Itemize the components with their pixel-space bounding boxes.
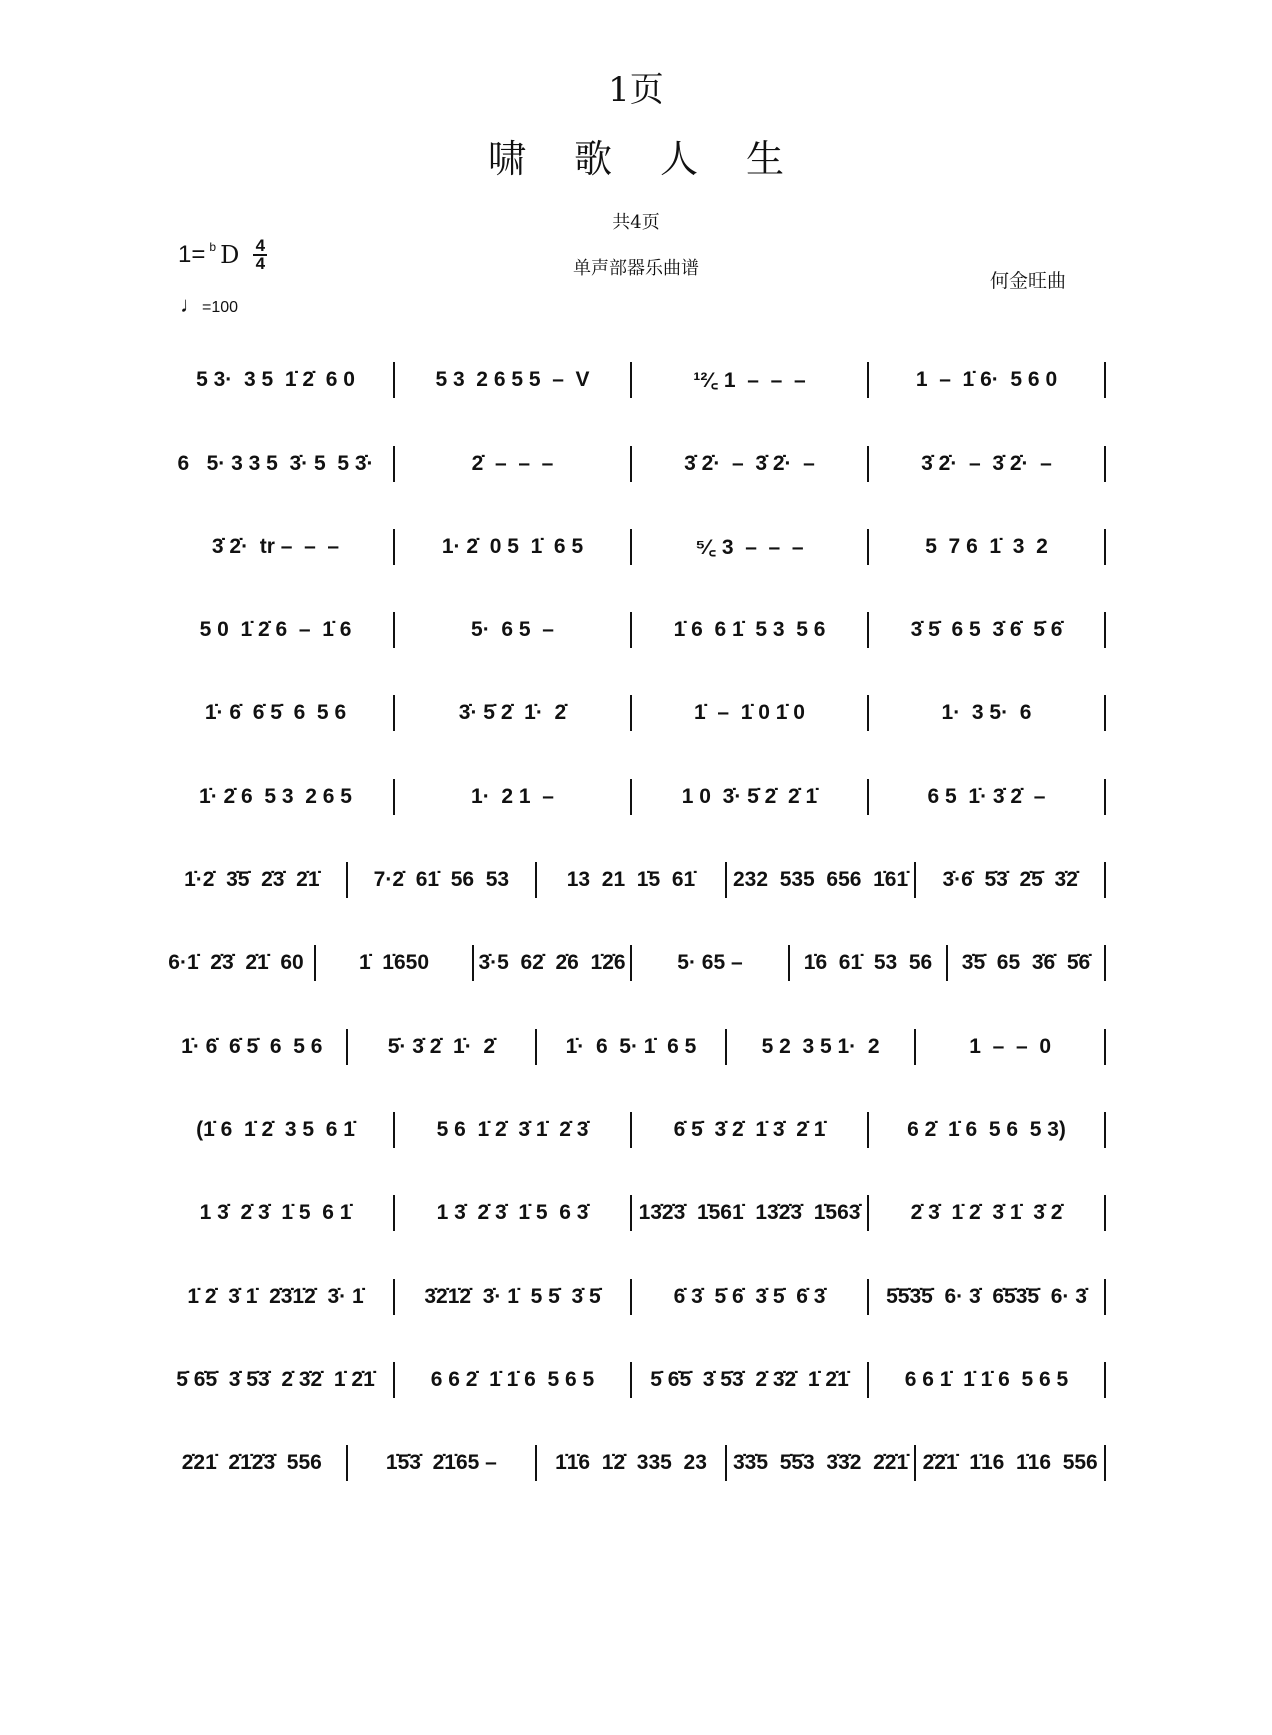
score-line xyxy=(158,693,1106,733)
measure: 5· 65 – xyxy=(677,951,743,974)
measure: 1 3̇ 2̇ 3̇ 1̇ 5 6 1̇ xyxy=(199,1201,352,1224)
measure: 13̇2̇3̇ 1̇561̇ 13̇2̇3̇ 1̇563̇ xyxy=(638,1201,861,1224)
measure: 3̇ 5̇ 6 5 3̇ 6̇ 5̇ 6̇ xyxy=(910,618,1063,641)
bar-line xyxy=(1104,529,1106,565)
measure: 1̇· 6 5· 1̇ 6 5 xyxy=(565,1035,697,1058)
measure: 3̇ 2̇· – 3̇ 2̇· – xyxy=(684,452,815,475)
score-line xyxy=(158,1193,1106,1233)
time-sig-top: 4 xyxy=(255,236,266,255)
score-line xyxy=(158,777,1106,817)
measure: 3̇ 2̇· – 3̇ 2̇· – xyxy=(921,452,1052,475)
score-line xyxy=(158,527,1106,567)
total-pages: 共4页 xyxy=(612,212,660,233)
measure: 1̇ – 1̇ 0 1̇ 0 xyxy=(694,701,805,724)
measure: 3̇·6̇ 5̇3̇ 2̇5̇ 3̇2̇ xyxy=(942,868,1078,891)
score-line xyxy=(158,943,1106,983)
measure: (1̇ 6 1̇ 2̇ 3 5 6 1̇ xyxy=(196,1118,355,1141)
score-line xyxy=(158,610,1106,650)
flat-icon: b xyxy=(209,240,217,254)
measure: 5 6 1̇ 2̇ 3̇ 1̇ 2̇ 3̇ xyxy=(436,1118,589,1141)
measure: 1 – 1̇ 6· 5 6 0 xyxy=(915,368,1058,391)
measure: 2̇2̇1̇ 1̇16 1̇16 556 xyxy=(922,1451,1098,1474)
bar-line xyxy=(1104,446,1106,482)
bar-line xyxy=(1104,1112,1106,1148)
bar-line xyxy=(1104,362,1106,398)
measure: 6·1̇ 2̇3̇ 2̇1̇ 60 xyxy=(168,951,304,974)
key-note: D xyxy=(220,241,240,269)
measure: 5̇· 3̇ 2̇ 1̇· 2̇ xyxy=(387,1035,496,1058)
measure: 1· 2 1 – xyxy=(471,785,554,808)
measure: 1 3̇ 2̇ 3̇ 1̇ 5 6 3̇ xyxy=(436,1201,589,1224)
bar-line xyxy=(1104,1445,1106,1481)
time-signature xyxy=(253,238,267,272)
score-line xyxy=(158,360,1106,400)
measure: 5 2 3 5 1· 2 xyxy=(761,1035,880,1058)
measure: 7·2̇ 61̇ 56 53 xyxy=(373,868,510,891)
quarter-note-icon: ♩ xyxy=(180,292,202,317)
page-title: 啸歌人生 xyxy=(487,137,832,181)
bar-line xyxy=(1104,862,1106,898)
measure: 1̇· 6̇ 6̇ 5̇ 6 5 6 xyxy=(181,1035,323,1058)
measure: 3̇5̇ 65 3̇6̇ 5̇6̇ xyxy=(961,951,1091,974)
time-sig-bottom: 4 xyxy=(255,254,266,273)
measure: 6 6 2̇ 1̇ 1̇ 6 5 6 5 xyxy=(430,1368,595,1391)
measure: 232 535 656 1̇61̇ xyxy=(732,868,909,891)
measure: 5· 6 5 – xyxy=(471,618,554,641)
measure: 3̇3̇5 5̇5̇3 3̇3̇2 2̇2̇1̇ xyxy=(732,1451,909,1474)
measure: 1̇6 61̇ 53 56 xyxy=(803,951,933,974)
measure: 1̇ 1̇650 xyxy=(358,951,430,974)
key-prefix: 1= xyxy=(178,241,206,268)
measure: 1· 3 5· 6 xyxy=(941,701,1032,724)
measure: 5 3· 3 5 1̇ 2̇ 6 0 xyxy=(196,368,355,391)
measure: 5̇ 6̇5̇ 3̇ 5̇3̇ 2̇ 3̇2̇ 1̇ 2̇1̇ xyxy=(650,1368,849,1391)
measure: 1̇· 6̇ 6̇ 5̇ 6 5 6 xyxy=(204,701,347,724)
measure: 1 – – 0 xyxy=(969,1035,1052,1058)
score-line xyxy=(158,860,1106,900)
measure: 1̇· 2̇ 6 5 3 2 6 5 xyxy=(199,785,352,808)
measure: 1̇ 6 6 1̇ 5 3 5 6 xyxy=(673,618,826,641)
measure: 6̇ 3̇ 5̇ 6̇ 3̇ 5̇ 6̇ 3̇ xyxy=(673,1285,826,1308)
measure: 3̇· 5̇ 2̇ 1̇· 2̇ xyxy=(458,701,567,724)
score-line xyxy=(158,1360,1106,1400)
score-line xyxy=(158,1443,1106,1483)
measure: 5̇5̇3̇5̇ 6· 3̇ 6̇5̇3̇5̇ 6· 3̇ xyxy=(886,1285,1087,1308)
measure: 1̇·2̇ 3̇5̇ 2̇3̇ 2̇1̇ xyxy=(184,868,320,891)
measure: 5 7 6 1̇ 3 2 xyxy=(925,535,1048,558)
measure: 2̇21̇ 2̇1̇2̇3̇ 556 xyxy=(181,1451,322,1474)
measure: 1 0 3̇· 5̇ 2̇ 2̇ 1̇ xyxy=(681,785,818,808)
bar-line xyxy=(1104,612,1106,648)
bar-line xyxy=(1104,1362,1106,1398)
bar-line xyxy=(1104,945,1106,981)
measure: 3̇2̇1̇2̇ 3̇· 1̇ 5 5̇ 3̇ 5̇ xyxy=(424,1285,601,1308)
measure: 5 0 1̇ 2̇ 6 – 1̇ 6 xyxy=(199,618,352,641)
score-line xyxy=(158,444,1106,484)
measure: 2̇ – – – xyxy=(471,452,554,475)
measure: 6 5 1̇· 3̇ 2̇ – xyxy=(927,785,1046,808)
bar-line xyxy=(1104,695,1106,731)
score-line xyxy=(158,1110,1106,1150)
measure: 1̇1̇6 1̇2̇ 335 23 xyxy=(555,1451,707,1474)
key-signature xyxy=(178,238,267,272)
measure: 6 5· 3 3 5 3̇· 5 5 3̇· xyxy=(177,452,374,475)
measure: 5 3 2 6 5 5 – V xyxy=(435,368,590,391)
measure: ¹²⁄꜀ 1 – – – xyxy=(693,369,806,392)
measure: 6̇ 5̇ 3̇ 2̇ 1̇ 3̇ 2̇ 1̇ xyxy=(673,1118,826,1141)
bar-line xyxy=(1104,1029,1106,1065)
measure: 3̇ 2̇· tr – – – xyxy=(211,535,340,558)
measure: 1̇5̇3̇ 2̇1̇65 – xyxy=(385,1451,497,1474)
measure: 5̇ 6̇5̇ 3̇ 5̇3̇ 2̇ 3̇2̇ 1̇ 2̇1̇ xyxy=(176,1368,375,1391)
tempo-marking xyxy=(180,292,238,318)
score-line xyxy=(158,1277,1106,1317)
score-line xyxy=(158,1027,1106,1067)
subtitle: 单声部器乐曲谱 xyxy=(573,258,699,279)
tempo-value: =100 xyxy=(202,299,239,316)
page-number: 1页 xyxy=(608,70,664,110)
measure: 1̇ 2̇ 3̇ 1̇ 2̇3̇1̇2̇ 3̇· 1̇ xyxy=(187,1285,364,1308)
measure: 13 21 1̇5 61̇ xyxy=(566,868,696,891)
bar-line xyxy=(1104,1195,1106,1231)
composer: 何金旺曲 xyxy=(990,270,1067,292)
measure: 3̇·5 62̇ 2̇6 1̇2̇6 xyxy=(478,951,626,974)
measure: 6 2̇ 1̇ 6 5 6 5 3) xyxy=(907,1118,1066,1141)
measure: ⁵⁄꜀ 3 – – – xyxy=(695,536,804,559)
bar-line xyxy=(1104,779,1106,815)
measure: 2̇ 3̇ 1̇ 2̇ 3̇ 1̇ 3̇ 2̇ xyxy=(910,1201,1063,1224)
bar-line xyxy=(1104,1279,1106,1315)
measure: 6 6 1̇ 1̇ 1̇ 6 5 6 5 xyxy=(904,1368,1069,1391)
measure: 1· 2̇ 0 5 1̇ 6 5 xyxy=(441,535,584,558)
